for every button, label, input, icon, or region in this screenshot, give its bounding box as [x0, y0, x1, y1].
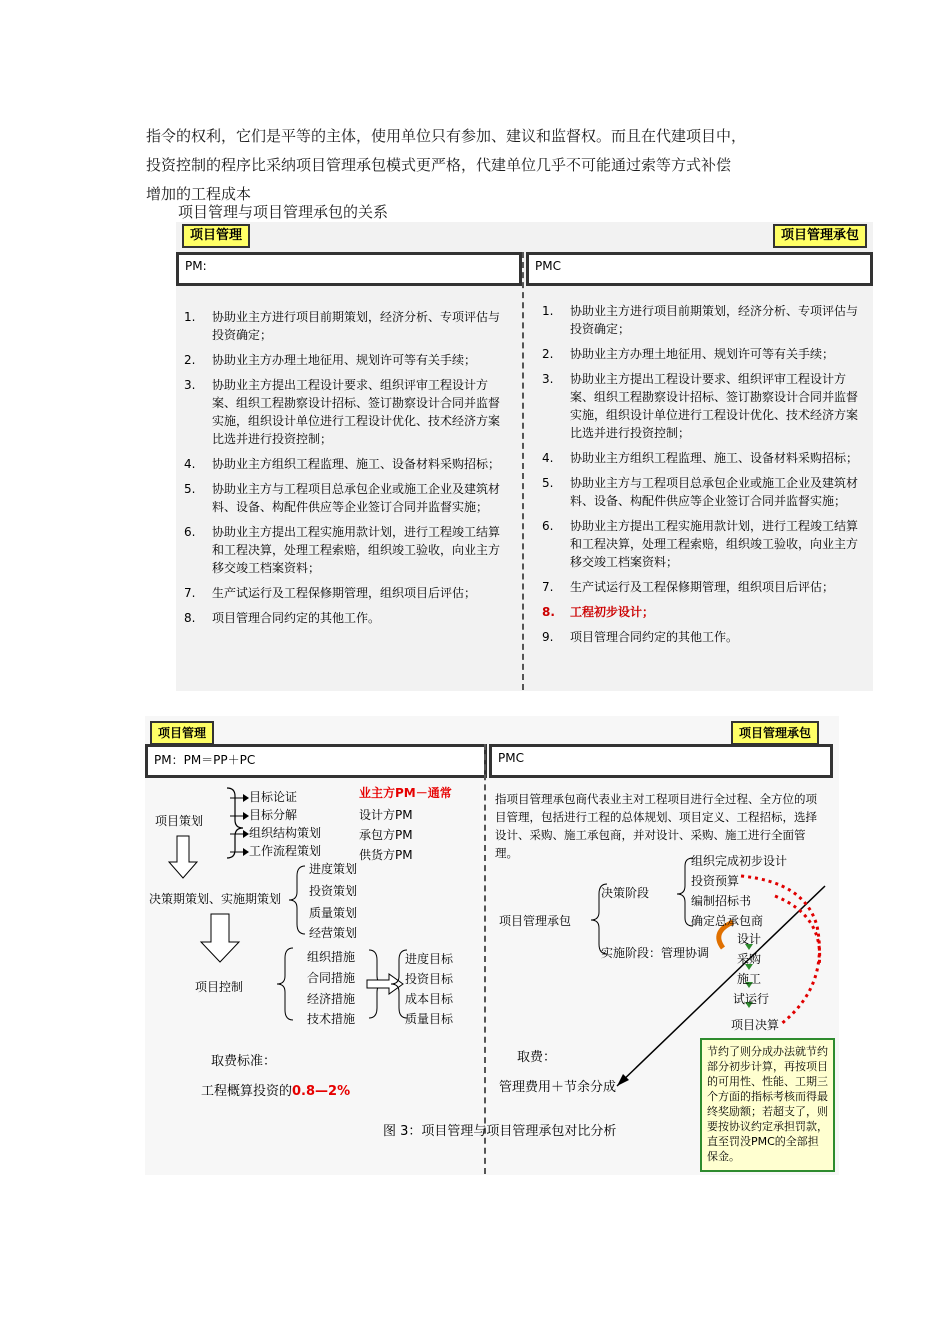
pmc-header-box [526, 252, 873, 286]
decision-item: 确定总承包商 [691, 914, 764, 928]
list-item: 5. 协助业主方与工程项目总承包企业或施工企业及建筑材料、设备、构配件供应等企业签订合同并监督实施； [184, 482, 501, 514]
decision-item: 组织完成初步设计 [691, 854, 788, 868]
phase-item: 经营策划 [309, 926, 358, 940]
planning-item: 目标分解 [249, 808, 298, 822]
stage-item: 施工 [737, 972, 762, 986]
fee-label: 取费标准： [211, 1054, 277, 1069]
list-item: 2. 协助业主方办理土地征用、规划许可等有关手续； [542, 347, 835, 361]
target-item: 投资目标 [405, 972, 454, 986]
control-label: 项目控制 [195, 980, 244, 994]
list-item: 4. 协助业主方组织工程监理、施工、设备材料采购招标； [542, 451, 859, 465]
stage-item: 试运行 [733, 992, 770, 1006]
section-caption: 项目管理与项目管理承包的关系 [178, 203, 389, 221]
pm-type: 承包方PM [359, 828, 413, 842]
target-item: 成本目标 [405, 992, 454, 1006]
pm-header-box [176, 252, 522, 286]
pm-type: 供货方PM [359, 848, 413, 862]
list-item: 3. 协助业主方提出工程设计要求、组织评审工程设计方案、组织工程勘察设计招标、签订勘察设计合同并监督实施，组织设计单位进行工程设计优化、技术经济方案比选并进行投资控制； [542, 372, 859, 440]
pm-header: PM：PM＝PP＋PC [154, 753, 256, 767]
measure-item: 技术措施 [307, 1012, 356, 1026]
list-item: 3. 协助业主方提出工程设计要求、组织评审工程设计方案、组织工程勘察设计招标、签订勘察设计合同并监督实施，组织设计单位进行工程设计优化、技术经济方案比选并进行投资控制； [184, 378, 501, 446]
list-item: 6. 协助业主方提出工程实施用款计划，进行工程竣工结算和工程决算，处理工程索赔，组织竣工验收，向业主方移交竣工档案资料； [542, 519, 859, 569]
phase-item: 进度策划 [309, 862, 358, 876]
pmc-header: PMC [498, 751, 524, 765]
bonus-note: 节约了则分成办法就节约部分初步计算，再按项目的可用性、性能、工期三个方面的指标考核而得最终奖励额；若超支了，则要按协议约定承担罚款，直至罚没PMC的全部担保金。 [700, 1038, 835, 1172]
implementation-phase: 实施阶段：管理协调 [601, 946, 710, 960]
pmc-description: 指项目管理承包商代表业主对工程项目进行全过程、全方位的项目管理，包括进行工程的总体规划、项目定义、工程招标，选择设计、采购、施工承包商，并对设计、采购、施工进行全面管理。 [495, 792, 817, 860]
comparison-figure-1 [176, 222, 873, 691]
pmc-fee: 管理费用＋节余分成 [499, 1080, 617, 1095]
list-item: 1. 协助业主方进行项目前期策划，经济分析、专项评估与投资确定； [184, 310, 501, 342]
pm-tag: 项目管理 [182, 224, 250, 248]
pmc-root: 项目管理承包 [499, 914, 572, 928]
list-item: 5. 协助业主方与工程项目总承包企业或施工企业及建筑材料、设备、构配件供应等企业签订合同并监督实施； [542, 476, 859, 508]
planning-label: 项目策划 [155, 814, 204, 828]
divider [522, 252, 524, 690]
target-item: 进度目标 [405, 952, 454, 966]
measure-item: 经济措施 [307, 992, 356, 1006]
list-item: 6. 协助业主方提出工程实施用款计划，进行工程竣工结算和工程决算，处理工程索赔，组织竣工验收，向业主方移交竣工档案资料； [184, 525, 501, 575]
list-item-highlighted: 8. 工程初步设计； [542, 605, 655, 619]
pmc-header-box [489, 744, 833, 778]
intro-paragraph [146, 122, 826, 209]
pmc-header: PMC [535, 259, 561, 273]
pmc-fee-label: 取费： [517, 1050, 557, 1065]
divider [484, 744, 486, 1174]
paragraph-line: 增加的工程成本 [146, 185, 252, 203]
decision-phase: 决策阶段 [601, 886, 650, 900]
planning-item: 目标论证 [249, 790, 298, 804]
decision-item: 编制招标书 [691, 894, 752, 908]
pm-item-list [176, 308, 506, 634]
measure-item: 组织措施 [307, 950, 356, 964]
pmc-tag: 项目管理承包 [731, 721, 819, 745]
phase-label: 决策期策划、实施期策划 [149, 892, 282, 906]
pm-header-box [145, 744, 487, 778]
pmc-item-list [534, 302, 864, 653]
pm-type: 设计方PM [359, 808, 413, 822]
list-item: 7. 生产试运行及工程保修期管理，组织项目后评估； [184, 586, 477, 600]
stage-item: 采购 [737, 952, 762, 966]
phase-item: 投资策划 [309, 884, 358, 898]
list-item: 7. 生产试运行及工程保修期管理，组织项目后评估； [542, 580, 835, 594]
pmc-tag: 项目管理承包 [773, 224, 867, 248]
list-item: 4. 协助业主方组织工程监理、施工、设备材料采购招标； [184, 457, 501, 471]
paragraph-line: 投资控制的程序比采纳项目管理承包模式更严格，代建单位几乎不可能通过索等方式补偿 [146, 156, 732, 174]
target-item: 质量目标 [405, 1012, 454, 1026]
pm-type-owner: 业主方PM－通常 [359, 786, 452, 800]
figure-caption: 图 3：项目管理与项目管理承包对比分析 [383, 1124, 617, 1139]
list-item: 1. 协助业主方进行项目前期策划，经济分析、专项评估与投资确定； [542, 304, 859, 336]
list-item: 9. 项目管理合同约定的其他工作。 [542, 630, 739, 644]
stage-item: 设计 [737, 932, 762, 946]
planning-item: 组织结构策划 [249, 826, 322, 840]
stage-item: 项目决算 [731, 1018, 780, 1032]
pm-header: PM: [185, 259, 207, 273]
fee-standard: 工程概算投资的0.8—2% [201, 1084, 351, 1099]
pm-tag: 项目管理 [150, 721, 214, 745]
decision-item: 投资预算 [691, 874, 740, 888]
paragraph-line: 指令的权利，它们是平等的主体，使用单位只有参加、建议和监督权。而且在代建项目中， [146, 127, 747, 145]
list-item: 2. 协助业主方办理土地征用、规划许可等有关手续； [184, 353, 477, 367]
planning-item: 工作流程策划 [249, 844, 322, 858]
phase-item: 质量策划 [309, 906, 358, 920]
list-item: 8. 项目管理合同约定的其他工作。 [184, 611, 381, 625]
measure-item: 合同措施 [307, 971, 356, 985]
